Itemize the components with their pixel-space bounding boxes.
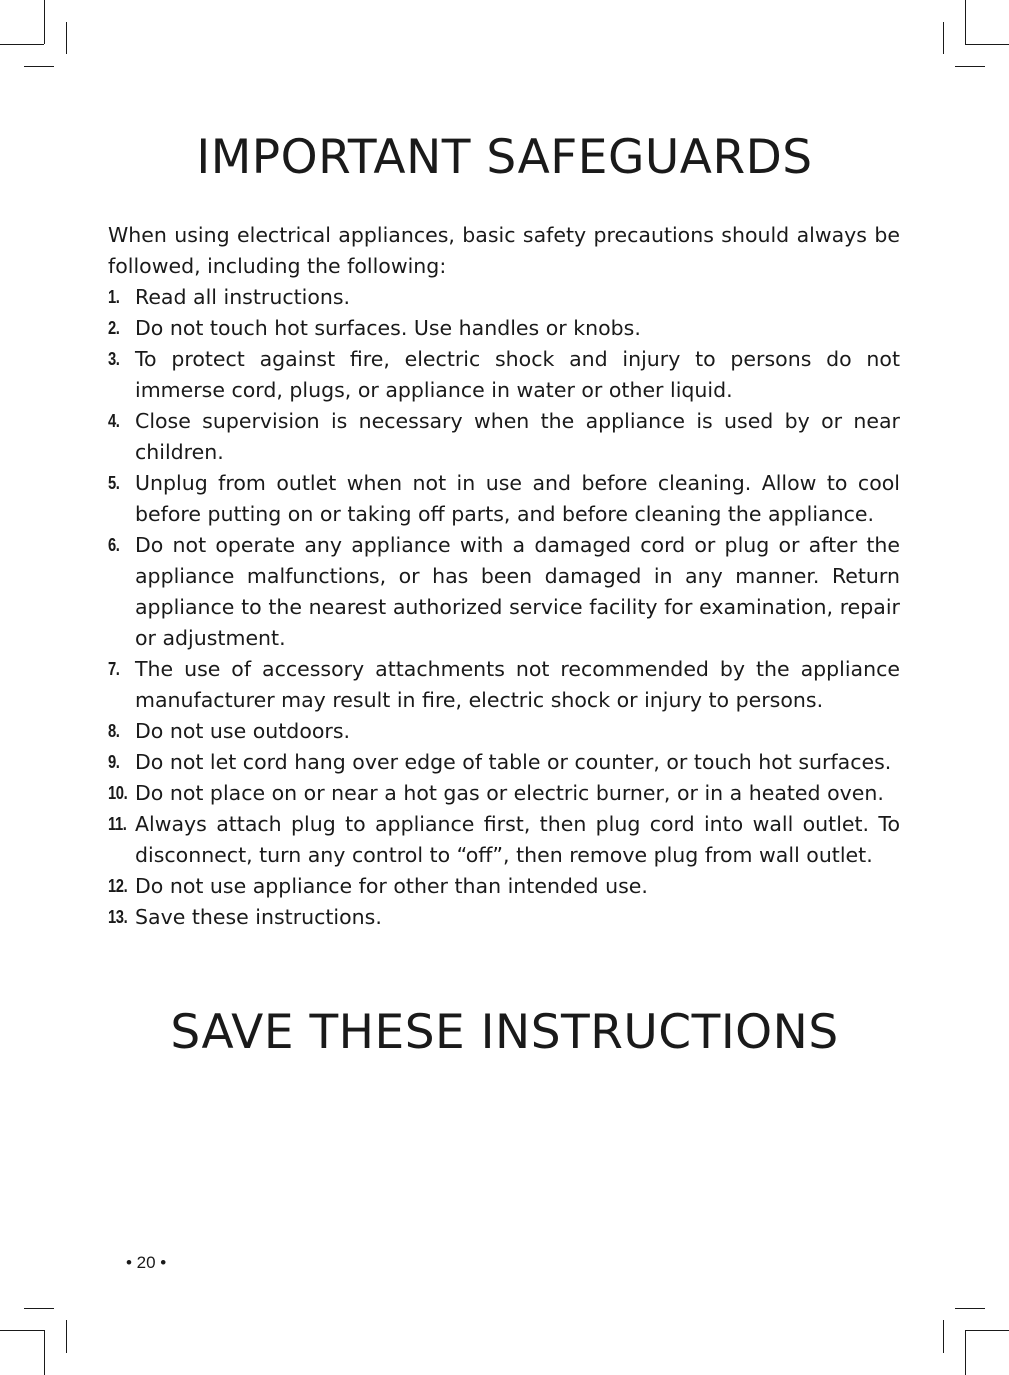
item-text: Save these instructions. [135, 905, 382, 929]
crop-mark [66, 1320, 67, 1353]
crop-mark [0, 44, 44, 45]
crop-mark [965, 1330, 966, 1375]
item-text: Do not operate any appliance with a damaged cord or plug or after the appliance malfunctions, or has been damaged in any manner. Return appliance to the nearest authorized service facility for examination, repair or adjustment. [135, 533, 900, 650]
page-title: IMPORTANT SAFEGUARDS [196, 130, 813, 185]
item-number: 2. [108, 318, 120, 338]
crop-mark [24, 66, 54, 67]
item-text: Unplug from outlet when not in use and before cleaning. Allow to cool before putting on or taking off parts, and before cleaning the appliance. [135, 471, 900, 526]
list-item [108, 530, 900, 654]
crop-mark [24, 1308, 54, 1309]
item-text: Read all instructions. [135, 285, 351, 309]
list-item [108, 406, 900, 468]
crop-mark [66, 22, 67, 54]
item-number: 1. [108, 287, 120, 307]
item-text: Do not touch hot surfaces. Use handles or knobs. [135, 316, 641, 340]
list-item [108, 654, 900, 716]
item-number: 9. [108, 752, 120, 772]
crop-mark [955, 1308, 985, 1309]
list-item [108, 313, 900, 344]
item-text: Close supervision is necessary when the appliance is used by or near children. [135, 409, 900, 464]
item-number: 7. [108, 659, 120, 679]
list-item [108, 468, 900, 530]
list-item [108, 716, 900, 747]
crop-mark [44, 0, 45, 44]
item-text: The use of accessory attachments not recommended by the appliance manufacturer may result in fire, electric shock or injury to persons. [135, 657, 900, 712]
item-text: To protect against fire, electric shock and injury to persons do not immerse cord, plugs, or appliance in water or other liquid. [135, 347, 900, 402]
intro-paragraph: When using electrical appliances, basic safety precautions should always be followed, including the following: [108, 223, 900, 278]
crop-mark [965, 1330, 1009, 1331]
list-item [108, 282, 900, 313]
list-item [108, 809, 900, 871]
item-number: 8. [108, 721, 120, 741]
item-text: Always attach plug to appliance first, then plug cord into wall outlet. To disconnect, turn any control to “off”, then remove plug from wall outlet. [135, 812, 900, 867]
crop-mark [943, 1320, 944, 1353]
item-text: Do not let cord hang over edge of table or counter, or touch hot surfaces. [135, 750, 892, 774]
list-item [108, 778, 900, 809]
item-text: Do not place on or near a hot gas or electric burner, or in a heated oven. [135, 781, 884, 805]
item-number: 6. [108, 535, 120, 555]
crop-mark [955, 66, 985, 67]
list-item [108, 344, 900, 406]
safeguards-body [108, 220, 900, 933]
closing-title: SAVE THESE INSTRUCTIONS [170, 1005, 839, 1060]
crop-mark [943, 22, 944, 54]
crop-mark [965, 44, 1009, 45]
crop-mark [0, 1330, 44, 1331]
item-number: 11. [108, 814, 127, 834]
item-number: 13. [108, 907, 128, 927]
safeguards-list [108, 282, 900, 933]
page-number: • 20 • [126, 1253, 167, 1272]
item-number: 12. [108, 876, 128, 896]
item-number: 3. [108, 349, 120, 369]
crop-mark [965, 0, 966, 44]
item-text: Do not use outdoors. [135, 719, 351, 743]
list-item [108, 871, 900, 902]
list-item [108, 747, 900, 778]
list-item [108, 902, 900, 933]
crop-mark [44, 1330, 45, 1375]
item-number: 5. [108, 473, 120, 493]
item-text: Do not use appliance for other than intended use. [135, 874, 648, 898]
item-number: 10. [108, 783, 128, 803]
item-number: 4. [108, 411, 120, 431]
